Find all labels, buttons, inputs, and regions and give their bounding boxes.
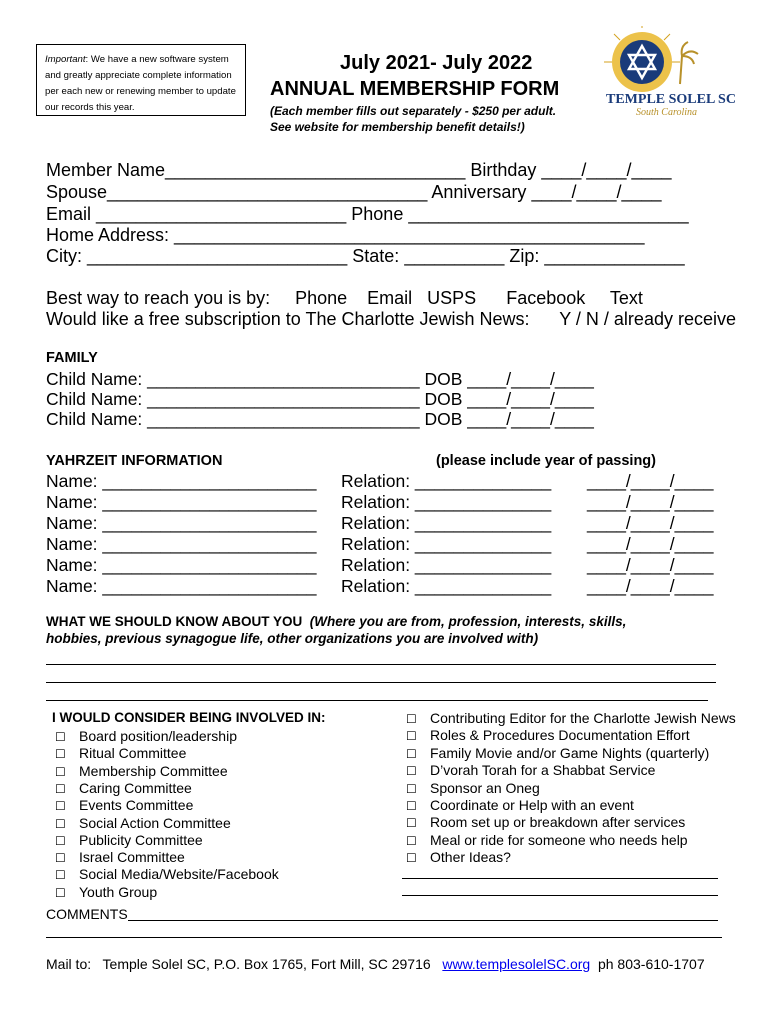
involvement-option-label: Family Movie and/or Game Nights (quarterly) [430,744,710,761]
involvement-option-label: Publicity Committee [79,831,203,848]
checkbox-icon[interactable]: ☐ [55,833,66,848]
checkbox-icon[interactable]: ☐ [55,764,66,779]
yahrzeit-relation-field[interactable]: Relation: ______________ [341,513,552,533]
checkbox-icon[interactable]: ☐ [55,730,66,744]
yahrzeit-relation-field[interactable]: Relation: ______________ [341,576,552,596]
involved-heading: I WOULD CONSIDER BEING INVOLVED IN: [52,710,326,725]
involvement-option-label: Roles & Procedures Documentation Effort [430,727,690,744]
city-state-zip-field[interactable]: City: __________________________ State: __________ Zip: ______________ [46,246,685,266]
involvement-option[interactable] [55,728,237,744]
website-link[interactable]: www.templesolelSC.org [442,956,591,972]
member-name-field[interactable]: Member Name______________________________ Birthday ____/____/____ [46,160,672,180]
checkbox-icon[interactable]: ☐ [406,816,417,831]
about-heading: WHAT WE SHOULD KNOW ABOUT YOU [46,614,303,629]
involvement-option[interactable] [55,763,228,779]
checkbox-icon[interactable]: ☐ [406,746,417,761]
comments-line[interactable] [46,937,722,938]
involvement-option-label: Board position/leadership [79,728,237,744]
footer [46,956,705,972]
checkbox-icon[interactable]: ☐ [55,885,66,900]
yahrzeit-name-field[interactable]: Name: ______________________ [46,513,317,533]
involvement-option-label: Events Committee [79,797,194,814]
yahrzeit-date-field[interactable]: ____/____/____ [587,576,714,596]
involvement-option-label: Social Action Committee [79,814,231,831]
other-ideas-line[interactable] [402,895,718,896]
logo-tagline: South Carolina [636,107,698,118]
contact-preference[interactable]: Best way to reach you is by: Phone Email USPS Facebook Text [46,288,643,308]
checkbox-icon[interactable]: ☐ [406,712,417,726]
comments-line[interactable] [128,920,718,921]
comments-label: COMMENTS [46,906,128,922]
involvement-option[interactable] [406,849,511,865]
involvement-option-label: Youth Group [79,883,158,900]
checkbox-icon[interactable]: ☐ [55,747,66,762]
involvement-option[interactable] [406,814,685,830]
email-phone-field[interactable]: Email _________________________ Phone ____________________________ [46,204,689,224]
notice-text: : We have a new software system and greatly appreciate complete information per each new or renewing member to update our records this year. [45,54,236,113]
yahrzeit-date-field[interactable]: ____/____/____ [587,534,714,554]
involvement-option[interactable] [55,849,185,865]
involvement-option-label: D’vorah Torah for a Shabbat Service [430,762,656,779]
checkbox-icon[interactable]: ☐ [406,799,417,813]
checkbox-icon[interactable]: ☐ [406,729,417,744]
yahrzeit-date-field[interactable]: ____/____/____ [587,471,714,491]
notice-label: Important [45,54,86,65]
involvement-option[interactable] [406,727,690,743]
subtitle-line-1: (Each member fills out separately - $250 per adult. [270,104,557,118]
child-row[interactable]: Child Name: ____________________________ DOB ____/____/____ [46,409,594,429]
child-row[interactable]: Child Name: ____________________________ DOB ____/____/____ [46,369,594,389]
about-answer-line[interactable] [46,682,716,683]
checkbox-icon[interactable]: ☐ [55,799,66,814]
yahrzeit-date-field[interactable]: ____/____/____ [587,555,714,575]
yahrzeit-relation-field[interactable]: Relation: ______________ [341,471,552,491]
about-answer-line[interactable] [46,700,708,701]
involvement-option-label: Membership Committee [79,762,228,779]
checkbox-icon[interactable]: ☐ [406,764,417,779]
involvement-option-label: Coordinate or Help with an event [430,797,634,813]
checkbox-icon[interactable]: ☐ [406,781,417,796]
notice-box [36,44,246,116]
involvement-option[interactable] [406,745,709,761]
about-note-2: hobbies, previous synagogue life, other organizations you are involved with) [46,631,539,646]
logo-name: TEMPLE SOLEL SC [606,92,736,107]
checkbox-icon[interactable]: ☐ [55,851,66,866]
yahrzeit-relation-field[interactable]: Relation: ______________ [341,534,552,554]
newspaper-subscription[interactable]: Would like a free subscription to The Charlotte Jewish News: Y / N / already receive [46,309,736,329]
involvement-option-label: Caring Committee [79,779,192,796]
involvement-option[interactable] [406,780,540,796]
spouse-field[interactable]: Spouse________________________________ Anniversary ____/____/____ [46,182,662,202]
checkbox-icon[interactable]: ☐ [55,868,66,883]
yahrzeit-date-field[interactable]: ____/____/____ [587,492,714,512]
form-period-title: July 2021- July 2022 [340,52,533,74]
involvement-option-label: Room set up or breakdown after services [430,814,686,831]
involvement-option[interactable] [55,815,231,831]
form-subtitle [270,104,556,135]
yahrzeit-heading: YAHRZEIT INFORMATION [46,453,223,469]
involvement-option-label: Other Ideas? [430,849,511,866]
yahrzeit-name-field[interactable]: Name: ______________________ [46,555,317,575]
involvement-option[interactable] [55,780,192,796]
mailing-address: Mail to: Temple Solel SC, P.O. Box 1765, Fort Mill, SC 29716 [46,956,431,972]
phone-number: ph 803-610-1707 [597,956,705,972]
about-heading-line [46,614,626,629]
involvement-option[interactable] [55,797,193,813]
checkbox-icon[interactable]: ☐ [55,816,66,831]
involvement-option[interactable] [406,762,655,778]
about-answer-line[interactable] [46,664,716,665]
home-address-field[interactable]: Home Address: _______________________________________________ [46,225,645,245]
involvement-option-label: Contributing Editor for the Charlotte Jewish News [430,710,736,726]
yahrzeit-name-field[interactable]: Name: ______________________ [46,576,317,596]
involvement-option[interactable] [55,832,203,848]
yahrzeit-date-field[interactable]: ____/____/____ [587,513,714,533]
checkbox-icon[interactable]: ☐ [406,833,417,848]
involvement-option-label: Israel Committee [79,849,185,866]
involvement-option-label: Meal or ride for someone who needs help [430,831,688,848]
involvement-option[interactable] [406,797,634,813]
yahrzeit-name-field[interactable]: Name: ______________________ [46,534,317,554]
yahrzeit-relation-field[interactable]: Relation: ______________ [341,492,552,512]
yahrzeit-relation-field[interactable]: Relation: ______________ [341,555,552,575]
involvement-option[interactable] [55,884,157,900]
yahrzeit-note: (please include year of passing) [436,453,656,469]
about-note-1: (Where you are from, profession, interests, skills, [309,614,627,629]
checkbox-icon[interactable]: ☐ [55,781,66,796]
involvement-option-label: Social Media/Website/Facebook [79,866,279,883]
yahrzeit-name-field[interactable]: Name: ______________________ [46,492,317,512]
family-heading: FAMILY [46,350,98,366]
form-title: ANNUAL MEMBERSHIP FORM [270,78,560,100]
involvement-option[interactable] [55,866,279,882]
other-ideas-line[interactable] [402,878,718,879]
involvement-option[interactable] [406,832,688,848]
yahrzeit-name-field[interactable]: Name: ______________________ [46,471,317,491]
child-row[interactable]: Child Name: ____________________________ DOB ____/____/____ [46,389,594,409]
involvement-option[interactable] [55,745,186,761]
involvement-option-label: Ritual Committee [79,745,187,762]
involvement-option-label: Sponsor an Oneg [430,779,540,796]
involvement-option[interactable] [406,710,736,726]
subtitle-line-2: See website for membership benefit details!) [270,119,525,134]
checkbox-icon[interactable]: ☐ [406,851,417,866]
